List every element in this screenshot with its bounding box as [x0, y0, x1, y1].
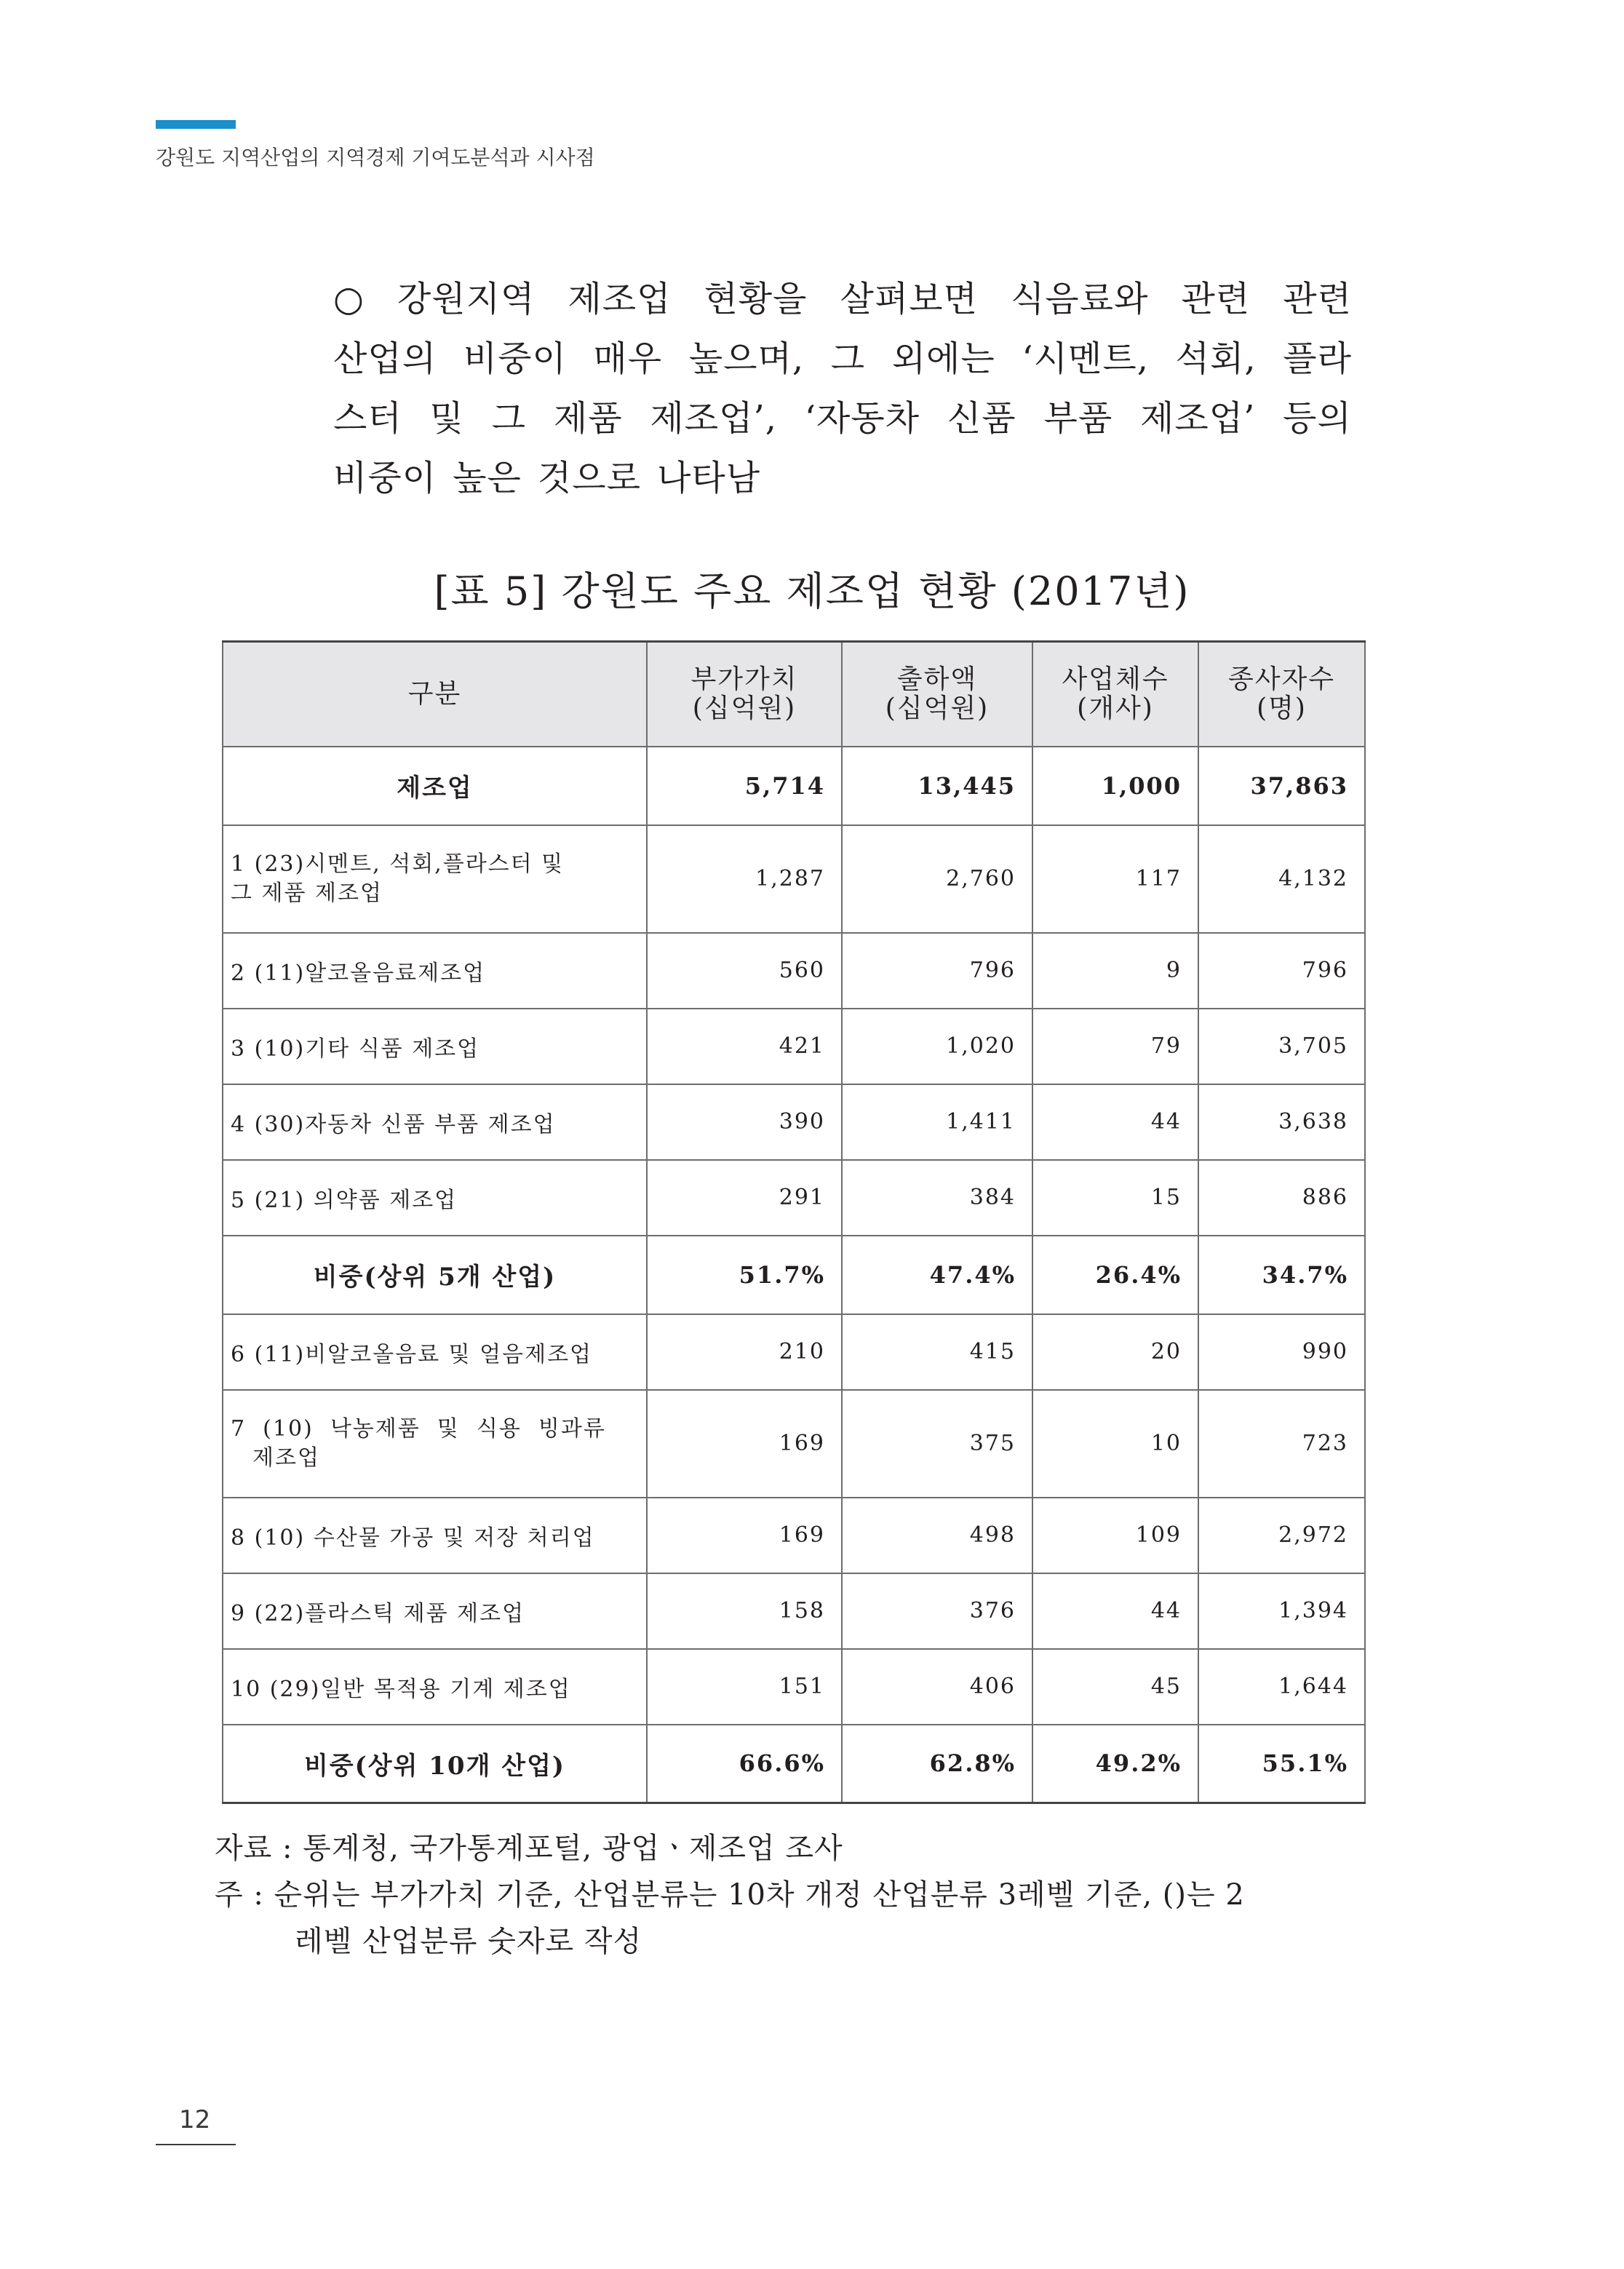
value-cell: 1,644: [1198, 1649, 1365, 1725]
value-cell: 51.7%: [647, 1236, 842, 1314]
paragraph-line: [333, 329, 1352, 389]
column-header: 사업체수 (개사): [1032, 642, 1198, 747]
value-cell: 421: [647, 1009, 842, 1084]
value-cell: 390: [647, 1084, 842, 1160]
table-row: [223, 1009, 1365, 1084]
table-row: [223, 1314, 1365, 1390]
value-cell: 109: [1032, 1498, 1198, 1573]
row-label: 10 (29)일반 목적용 기계 제조업: [223, 1649, 647, 1725]
table-row: [223, 1084, 1365, 1160]
paragraph-word: 매우: [593, 338, 663, 379]
value-cell: 62.8%: [842, 1725, 1032, 1803]
paragraph-word: 높은: [453, 458, 522, 498]
value-cell: 9: [1032, 933, 1198, 1009]
paragraph-word: 산업의: [333, 338, 437, 379]
value-cell: 34.7%: [1198, 1236, 1365, 1314]
paragraph-word: 제조업’: [1140, 398, 1256, 439]
paragraph-word: 강원지역: [397, 279, 536, 319]
value-cell: 158: [647, 1573, 842, 1649]
value-cell: 79: [1032, 1009, 1198, 1084]
running-header: 강원도 지역산업의 지역경제 기여도분석과 시사점: [156, 146, 595, 170]
value-cell: 375: [842, 1390, 1032, 1498]
row-label: 3 (10)기타 식품 제조업: [223, 1009, 647, 1084]
value-cell: 560: [647, 933, 842, 1009]
page-number: 12: [179, 2105, 211, 2134]
footnote: 주 : 순위는 부가가치 기준, 산업분류는 10차 개정 산업분류 3레벨 기준, ()는 2: [215, 1878, 1245, 1912]
paragraph-word: 및: [429, 398, 464, 439]
paragraph-word: 등의: [1283, 398, 1352, 439]
table-title: [표 5] 강원도 주요 제조업 현황 (2017년): [434, 568, 1190, 614]
row-label: 비중(상위 10개 산업): [223, 1725, 647, 1803]
paragraph-word: 부품: [1043, 398, 1113, 439]
row-label: 2 (11)알코올음료제조업: [223, 933, 647, 1009]
paragraph-word: 관련: [1283, 279, 1352, 319]
paragraph-word: 그: [830, 338, 866, 379]
value-cell: 169: [647, 1390, 842, 1498]
table-row: [223, 1573, 1365, 1649]
paragraph-word: ‘자동차: [804, 398, 920, 439]
value-cell: 1,411: [842, 1084, 1032, 1160]
value-cell: 376: [842, 1573, 1032, 1649]
value-cell: 990: [1198, 1314, 1365, 1390]
value-cell: 796: [1198, 933, 1365, 1009]
value-cell: 3,705: [1198, 1009, 1365, 1084]
row-label: 4 (30)자동차 신품 부품 제조업: [223, 1084, 647, 1160]
body-paragraph: [333, 269, 1352, 508]
source-note: 자료 : 통계청, 국가통계포털, 광업ㆍ제조업 조사: [215, 1832, 843, 1865]
paragraph-word: 스터: [333, 398, 402, 439]
paragraph-line: [333, 269, 1352, 329]
value-cell: 117: [1032, 825, 1198, 933]
paragraph-line: [333, 448, 1352, 508]
value-cell: 15: [1032, 1160, 1198, 1236]
paragraph-word: 제조업’,: [650, 398, 777, 439]
paragraph-word: 관련: [1181, 279, 1251, 319]
footnote-continuation: 레벨 산업분류 숫자로 작성: [295, 1925, 642, 1958]
paragraph-word: 그: [491, 398, 527, 439]
paragraph-word: ‘시멘트,: [1022, 338, 1150, 379]
paragraph-word: 비중이: [333, 458, 437, 498]
value-cell: 169: [647, 1498, 842, 1573]
table-header-row: [223, 642, 1365, 747]
table-row: [223, 1160, 1365, 1236]
value-cell: 1,020: [842, 1009, 1032, 1084]
manufacturing-table: [222, 640, 1366, 1804]
column-header: 구분: [223, 642, 647, 747]
paragraph-word: 플라: [1283, 338, 1352, 379]
value-cell: 4,132: [1198, 825, 1365, 933]
row-label: 비중(상위 5개 산업): [223, 1236, 647, 1314]
table-row: [223, 1649, 1365, 1725]
value-cell: 151: [647, 1649, 842, 1725]
bullet-circle-icon: ○: [333, 279, 365, 319]
paragraph-word: 외에는: [891, 338, 995, 379]
paragraph-word: 현황을: [704, 279, 808, 319]
row-label: 제조업: [223, 747, 647, 825]
row-label: 8 (10) 수산물 가공 및 저장 처리업: [223, 1498, 647, 1573]
value-cell: 886: [1198, 1160, 1365, 1236]
paragraph-word: 비중이: [463, 338, 567, 379]
paragraph-word: 높으며,: [688, 338, 805, 379]
paragraph-word: 나타남: [656, 458, 761, 498]
table-row: [223, 1390, 1365, 1498]
table-row: [223, 747, 1365, 825]
paragraph-word: 식음료와: [1011, 279, 1149, 319]
row-label: 6 (11)비알코올음료 및 얼음제조업: [223, 1314, 647, 1390]
paragraph-line: [333, 389, 1352, 448]
value-cell: 2,760: [842, 825, 1032, 933]
table-row: [223, 825, 1365, 933]
column-header: 부가가치 (십억원): [647, 642, 842, 747]
value-cell: 2,972: [1198, 1498, 1365, 1573]
paragraph-word: 제품: [553, 398, 623, 439]
paragraph-word: 제조업: [568, 279, 672, 319]
value-cell: 10: [1032, 1390, 1198, 1498]
table-notes: [215, 1825, 1245, 1965]
value-cell: 796: [842, 933, 1032, 1009]
value-cell: 20: [1032, 1314, 1198, 1390]
value-cell: 1,000: [1032, 747, 1198, 825]
value-cell: 26.4%: [1032, 1236, 1198, 1314]
value-cell: 45: [1032, 1649, 1198, 1725]
paragraph-word: 석회,: [1175, 338, 1257, 379]
value-cell: 384: [842, 1160, 1032, 1236]
value-cell: 37,863: [1198, 747, 1365, 825]
table-row: [223, 1498, 1365, 1573]
value-cell: 44: [1032, 1084, 1198, 1160]
value-cell: 3,638: [1198, 1084, 1365, 1160]
paragraph-word: 살펴보면: [840, 279, 979, 319]
table-row: [223, 1236, 1365, 1314]
row-label: 1 (23)시멘트, 석회,플라스터 및 그 제품 제조업: [223, 825, 647, 933]
value-cell: 66.6%: [647, 1725, 842, 1803]
value-cell: 5,714: [647, 747, 842, 825]
row-label: 5 (21) 의약품 제조업: [223, 1160, 647, 1236]
table-row: [223, 1725, 1365, 1803]
value-cell: 210: [647, 1314, 842, 1390]
row-label: 9 (22)플라스틱 제품 제조업: [223, 1573, 647, 1649]
value-cell: 49.2%: [1032, 1725, 1198, 1803]
row-label: 7 (10) 낙농제품 및 식용 빙과류 제조업: [223, 1390, 647, 1498]
paragraph-word: 신품: [947, 398, 1016, 439]
value-cell: 406: [842, 1649, 1032, 1725]
value-cell: 1,287: [647, 825, 842, 933]
table-row: [223, 933, 1365, 1009]
header-accent-bar: [156, 120, 236, 129]
column-header: 출하액 (십억원): [842, 642, 1032, 747]
value-cell: 55.1%: [1198, 1725, 1365, 1803]
value-cell: 723: [1198, 1390, 1365, 1498]
footer-rule: [156, 2144, 236, 2145]
value-cell: 291: [647, 1160, 842, 1236]
value-cell: 498: [842, 1498, 1032, 1573]
value-cell: 47.4%: [842, 1236, 1032, 1314]
value-cell: 1,394: [1198, 1573, 1365, 1649]
value-cell: 44: [1032, 1573, 1198, 1649]
value-cell: 415: [842, 1314, 1032, 1390]
value-cell: 13,445: [842, 747, 1032, 825]
column-header: 종사자수 (명): [1198, 642, 1365, 747]
paragraph-word: 것으로: [537, 458, 641, 498]
